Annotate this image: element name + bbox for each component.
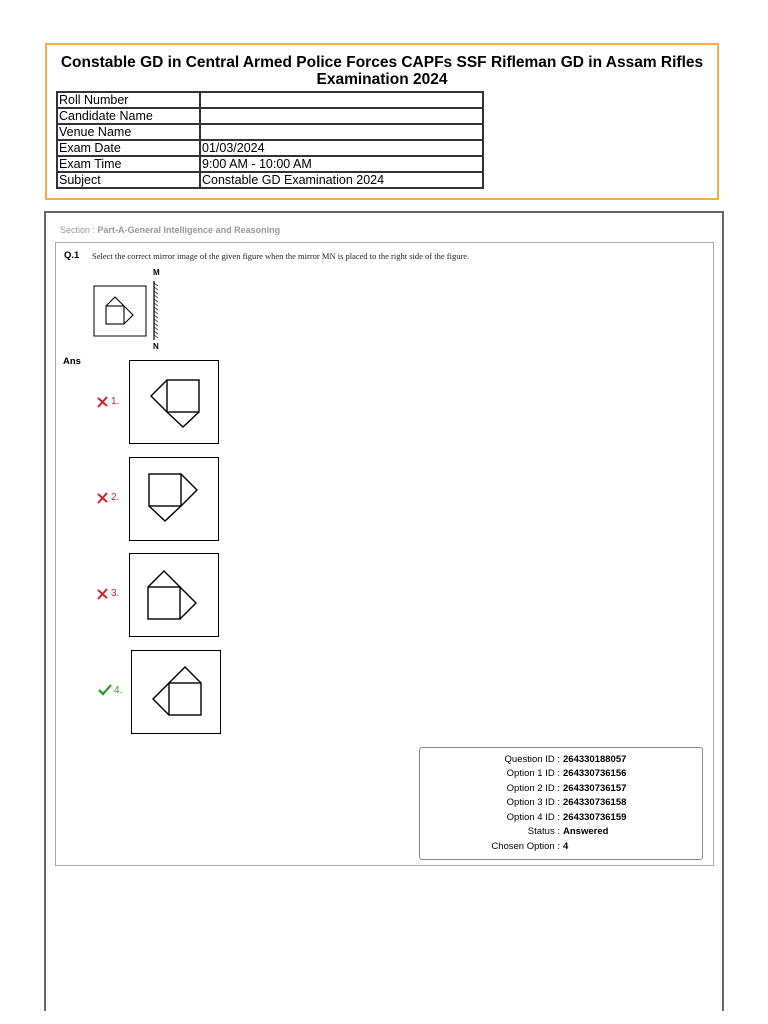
option-3-marker [96, 587, 119, 600]
question-details-box: Question ID : 264330188057 Option 1 ID : 264330736156 Option 2 ID : 264330736157 Option 3 ID : 264330736158 Option 4 ID : 264330736159 Status : Answered Chosen Option : 4 [419, 747, 703, 860]
row-label: Roll Number [57, 92, 200, 108]
section-prefix: Section : [60, 225, 98, 235]
row-value: 9:00 AM - 10:00 AM [200, 156, 483, 172]
cross-icon [96, 395, 109, 408]
row-label: Exam Date [57, 140, 200, 156]
check-icon [98, 684, 112, 696]
mirror-label-n: N [153, 342, 159, 351]
row-label: Venue Name [57, 124, 200, 140]
table-row [57, 92, 483, 108]
row-label: Subject [57, 172, 200, 188]
section-name: Part-A-General Intelligence and Reasoning [97, 225, 281, 235]
mirror-label-m: M [153, 268, 160, 277]
option-2-label: 2. [111, 492, 120, 503]
row-value: 01/03/2024 [200, 140, 483, 156]
option-4-marker [98, 684, 122, 696]
option-4-figure[interactable] [131, 650, 221, 734]
option-2-figure[interactable] [129, 457, 219, 541]
table-row [57, 124, 483, 140]
question-figure [90, 268, 180, 359]
table-row [57, 108, 483, 124]
option-3-figure[interactable] [129, 553, 219, 637]
exam-header [45, 43, 719, 200]
row-label: Exam Time [57, 156, 200, 172]
answer-label: Ans [63, 356, 81, 367]
option-1-marker [96, 395, 119, 408]
candidate-info-table [56, 91, 484, 189]
option-1-label: 1. [111, 396, 120, 407]
section-label [60, 225, 280, 235]
cross-icon [96, 491, 109, 504]
table-row [57, 140, 483, 156]
row-value: Constable GD Examination 2024 [200, 172, 483, 188]
table-row [57, 172, 483, 188]
cross-icon [96, 587, 109, 600]
row-value [200, 92, 483, 108]
option-4-label: 4. [114, 684, 123, 696]
option-2-marker [96, 491, 119, 504]
table-row [57, 156, 483, 172]
question-text: Select the correct mirror image of the given figure when the mirror MN is placed to the right side of the figure. [92, 251, 470, 261]
row-value [200, 108, 483, 124]
question-figure-drawing [90, 268, 180, 354]
exam-title: Constable GD in Central Armed Police Forces CAPFs SSF Rifleman GD in Assam Rifles Examination 2024 [60, 54, 704, 88]
question-number: Q.1 [64, 250, 80, 261]
option-1-figure[interactable] [129, 360, 219, 444]
row-label: Candidate Name [57, 108, 200, 124]
row-value [200, 124, 483, 140]
option-3-label: 3. [111, 588, 120, 599]
